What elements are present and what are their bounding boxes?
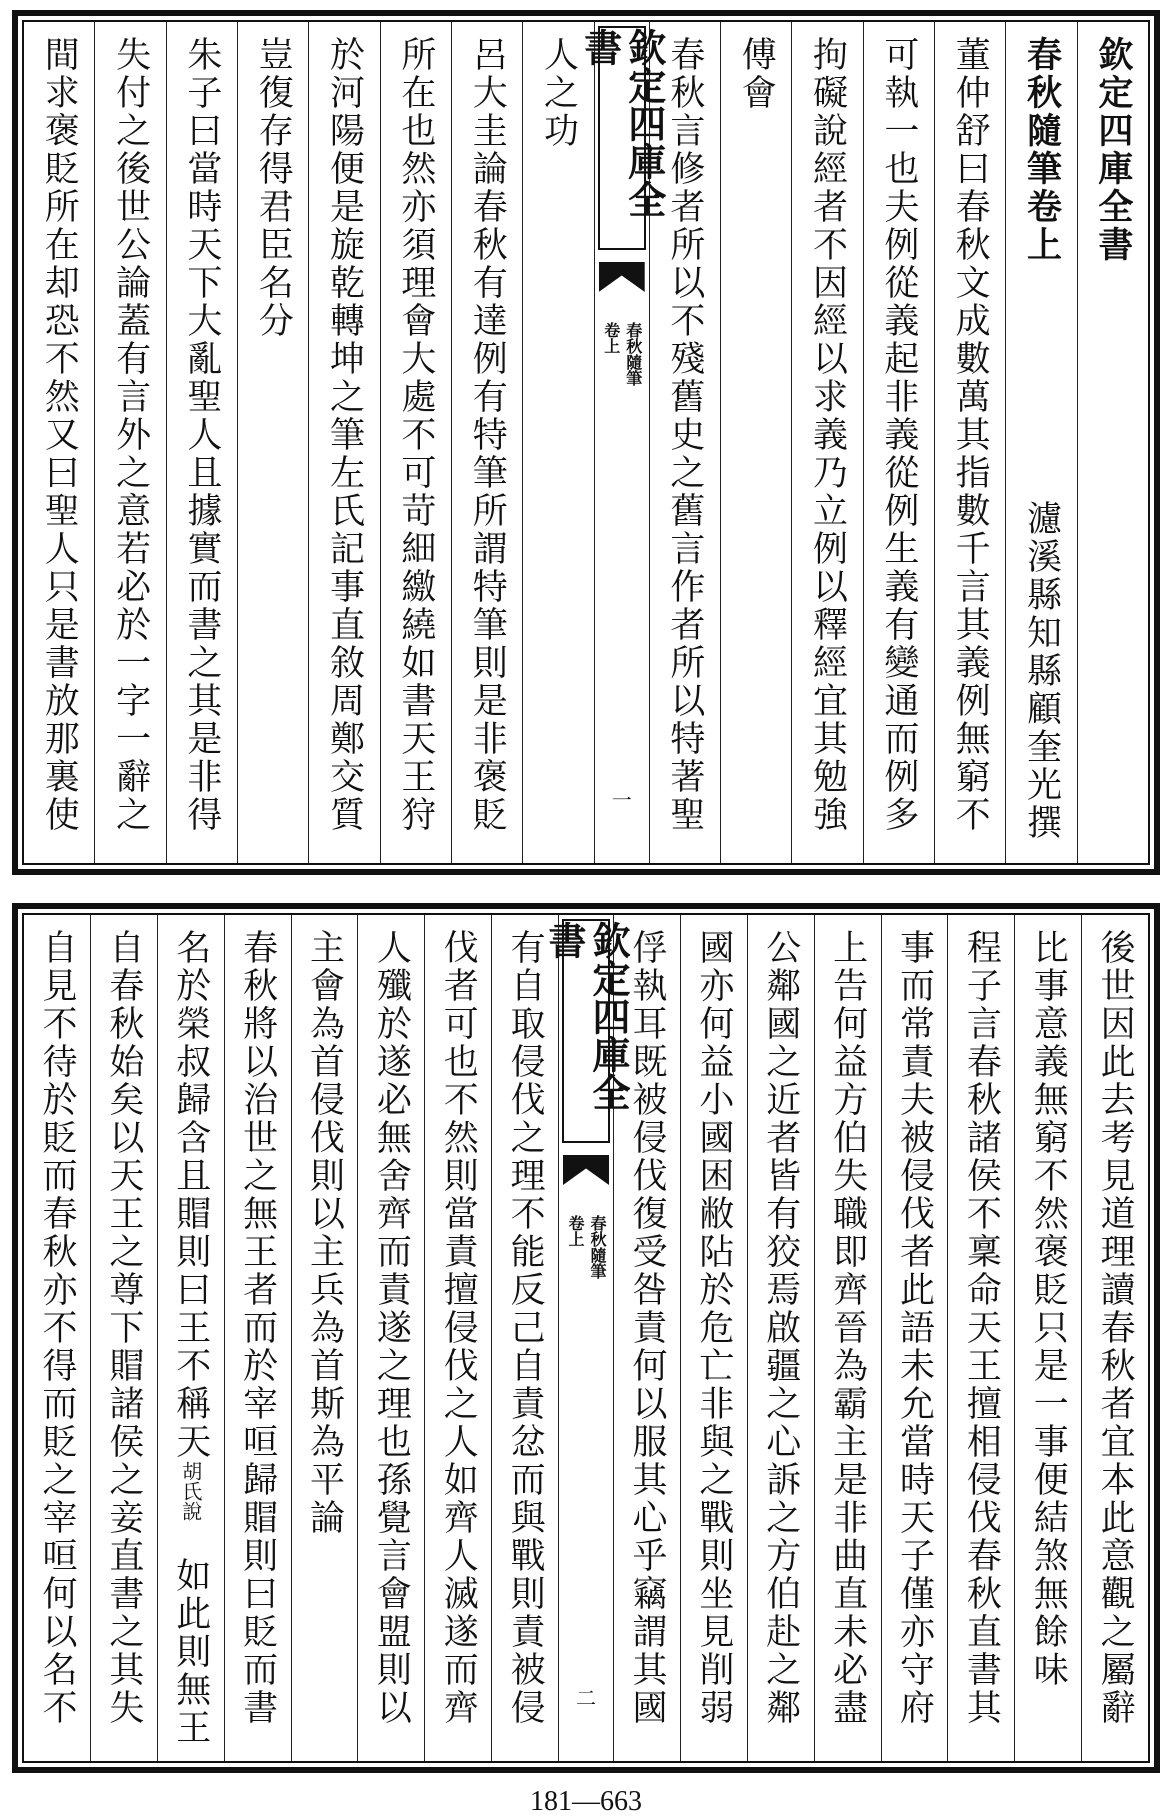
text-column bbox=[1081, 915, 1148, 1761]
column-text: 上告何益方伯失職即齊晉為霸主是非曲直未必盡 bbox=[827, 929, 868, 1727]
column-text: 春秋隨筆卷上 bbox=[1021, 36, 1063, 264]
collection-title-box bbox=[577, 26, 667, 250]
text-column bbox=[166, 22, 237, 863]
column-text: 間求褒貶所在却恐不然又曰聖人只是書放那裏使 bbox=[39, 36, 80, 834]
center-fold-margin bbox=[577, 22, 667, 863]
text-column bbox=[720, 22, 791, 863]
text-column bbox=[424, 915, 491, 1761]
column-text: 程子言春秋諸侯不稟命天王擅相侵伐春秋直書其 bbox=[961, 929, 1002, 1727]
column-text: 於河陽便是旋乾轉坤之筆左氏記事直敘周鄭交質 bbox=[324, 36, 365, 834]
column-text: 拘礙說經者不因經以求義乃立例以釋經宜其勉強 bbox=[807, 36, 848, 834]
column-text: 失付之後世公論蓋有言外之意若必於一字一辭之 bbox=[110, 36, 151, 834]
text-column bbox=[1014, 915, 1081, 1761]
text-column bbox=[308, 22, 379, 863]
column-text: 豈復存得君臣名分 bbox=[253, 36, 294, 340]
column-text: 名於榮叔歸含且賵則曰王不稱天 bbox=[170, 929, 211, 1461]
column-text: 公鄰國之近者皆有狡焉啟疆之心訴之方伯赴之鄰 bbox=[760, 929, 801, 1727]
column-text: 傅會 bbox=[736, 36, 777, 112]
text-column bbox=[791, 22, 862, 863]
leaf-number: 一 bbox=[611, 788, 632, 812]
text-column bbox=[947, 915, 1014, 1761]
column-text: 比事意義無窮不然褒貶只是一事便結煞無餘味 bbox=[1028, 929, 1069, 1689]
column-text: 春秋將以治世之無王者而於宰咺歸賵則曰貶而書 bbox=[237, 929, 278, 1727]
book-label bbox=[559, 1215, 613, 1279]
text-column bbox=[863, 22, 934, 863]
lower-page-columns bbox=[24, 915, 1148, 1761]
text-column bbox=[237, 22, 308, 863]
book-title-label: 春秋隨筆 bbox=[623, 322, 643, 386]
text-column bbox=[24, 915, 90, 1761]
text-column bbox=[680, 915, 747, 1761]
text-column bbox=[224, 915, 291, 1761]
column-text: 可執一也夫例從義起非義從例生義有變通而例多 bbox=[878, 36, 919, 834]
book-label bbox=[595, 322, 649, 386]
fish-tail-mark bbox=[599, 262, 645, 292]
text-column bbox=[451, 22, 522, 863]
text-column bbox=[157, 915, 224, 1761]
page-number: 181—663 bbox=[530, 1786, 642, 1817]
column-text: 國亦何益小國困敝阽於危亡非與之戰則坐見削弱 bbox=[693, 929, 734, 1727]
column-text: 所在也然亦須理會大處不可苛細繳繞如書天王狩 bbox=[395, 36, 436, 834]
upper-page-frame bbox=[12, 10, 1160, 875]
column-text: 後世因此去考見道理讀春秋者宜本此意觀之屬辭 bbox=[1095, 929, 1136, 1727]
column-text: 自春秋始矣以天王之尊下賵諸侯之妾直書之其失 bbox=[103, 929, 144, 1727]
volume-label: 卷上 bbox=[566, 1215, 585, 1247]
collection-title: 欽定四庫全書 bbox=[577, 28, 667, 218]
volume-label: 卷上 bbox=[601, 322, 621, 354]
column-text: 欽定四庫全書 bbox=[1092, 36, 1134, 264]
text-column bbox=[814, 915, 881, 1761]
column-text: 事而常責夫被侵伐者此語未允當時天子僅亦守府 bbox=[894, 929, 935, 1727]
collection-title: 欽定四庫全書 bbox=[542, 921, 631, 1111]
column-text: 有自取侵伐之理不能反己自責忿而與戰則責被侵 bbox=[505, 929, 546, 1727]
column-text: 呂大圭論春秋有達例有特筆所謂特筆則是非褒貶 bbox=[467, 36, 508, 834]
fish-tail-mark bbox=[563, 1155, 609, 1185]
annotation-note: 胡氏說 bbox=[178, 1461, 203, 1521]
column-text: 人之功 bbox=[538, 36, 579, 150]
text-column bbox=[291, 915, 358, 1761]
center-fold-margin bbox=[542, 915, 631, 1761]
text-column bbox=[380, 22, 451, 863]
column-text: 朱子曰當時天下大亂聖人且據實而書之其是非得 bbox=[181, 36, 222, 834]
column-text-continued: 如此則無王 bbox=[170, 1557, 211, 1747]
text-column bbox=[357, 915, 424, 1761]
text-column bbox=[94, 22, 165, 863]
upper-page-columns bbox=[24, 22, 1148, 863]
text-column bbox=[934, 22, 1005, 863]
column-text: 自見不待於貶而春秋亦不得而貶之宰咺何以名不 bbox=[36, 929, 77, 1727]
collection-title-box bbox=[542, 919, 631, 1143]
leaf-number: 二 bbox=[576, 1686, 596, 1710]
column-text: 主會為首侵伐則以主兵為首斯為平論 bbox=[304, 929, 345, 1537]
book-title-label: 春秋隨筆 bbox=[588, 1215, 607, 1279]
column-text: 俘執耳既被侵伐復受咎責何以服其心乎竊謂其國 bbox=[626, 929, 667, 1727]
text-column bbox=[1077, 22, 1148, 863]
text-column bbox=[881, 915, 948, 1761]
column-text: 人殲於遂必無舍齊而責遂之理也孫覺言會盟則以 bbox=[371, 929, 412, 1727]
text-column bbox=[24, 22, 94, 863]
text-column bbox=[747, 915, 814, 1761]
lower-page-frame bbox=[12, 903, 1160, 1773]
column-text: 伐者可也不然則當責擅侵伐之人如齊人滅遂而齊 bbox=[438, 929, 479, 1727]
text-column bbox=[90, 915, 157, 1761]
column-text: 春秋言修者所以不殘舊史之舊言作者所以特著聖 bbox=[664, 36, 705, 834]
text-column bbox=[1005, 22, 1076, 863]
author-line: 濾溪縣知縣顧奎光撰 bbox=[1021, 500, 1062, 842]
column-text: 董仲舒曰春秋文成數萬其指數千言其義例無窮不 bbox=[950, 36, 991, 834]
